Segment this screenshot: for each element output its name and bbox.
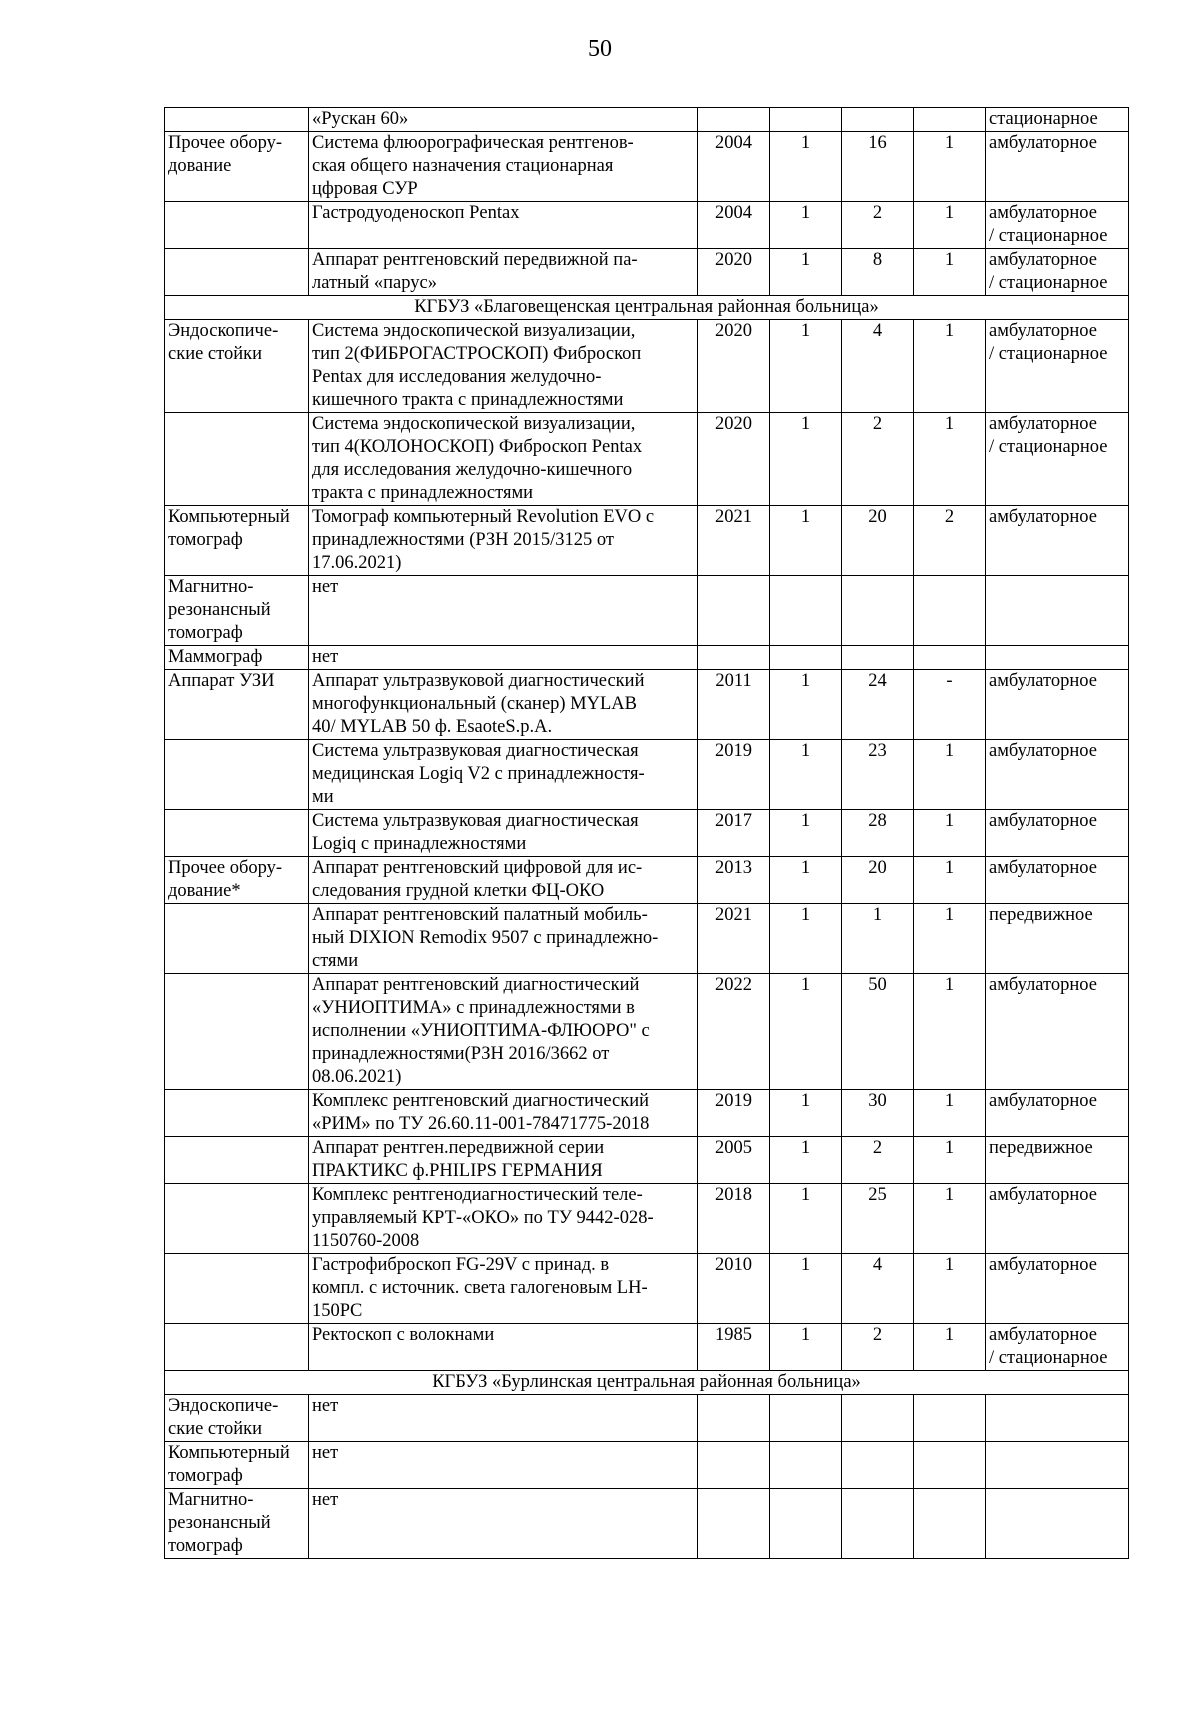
category-cell: Магнитно- резонансный томограф <box>165 1489 309 1559</box>
equipment-name-cell: Гастрофиброскоп FG-29V с принад. в компл. с источник. света галогеновым LH- 150PC <box>309 1254 698 1324</box>
equipment-name-cell: Система флюорографическая рентгенов- ская общего назначения стационарная цфровая СУР <box>309 132 698 202</box>
shift-cell: 1 <box>914 1324 986 1371</box>
table-row <box>165 1324 1129 1371</box>
usage-mode-cell <box>986 1489 1129 1559</box>
quantity-cell <box>770 1489 842 1559</box>
category-cell: Компьютерный томограф <box>165 506 309 576</box>
category-cell <box>165 1184 309 1254</box>
quantity-cell: 1 <box>770 506 842 576</box>
equipment-name-cell: нет <box>309 1442 698 1489</box>
usage-mode-cell: амбулаторное <box>986 857 1129 904</box>
shift-cell: 1 <box>914 1090 986 1137</box>
table-row <box>165 108 1129 132</box>
equipment-name-cell: нет <box>309 576 698 646</box>
usage-mode-cell: амбулаторное <box>986 132 1129 202</box>
year-cell: 2019 <box>698 1090 770 1137</box>
table-row <box>165 413 1129 506</box>
equipment-name-cell: нет <box>309 646 698 670</box>
count-cell: 8 <box>842 249 914 296</box>
year-cell: 2004 <box>698 132 770 202</box>
quantity-cell <box>770 576 842 646</box>
usage-mode-cell: амбулаторное / стационарное <box>986 249 1129 296</box>
count-cell <box>842 1395 914 1442</box>
table-row <box>165 202 1129 249</box>
count-cell: 4 <box>842 1254 914 1324</box>
count-cell: 24 <box>842 670 914 740</box>
quantity-cell: 1 <box>770 202 842 249</box>
year-cell <box>698 576 770 646</box>
equipment-name-cell: Аппарат рентгеновский диагностический «УНИОПТИМА» с принадлежностями в исполнении «УНИОПТИМА-ФЛЮОРО" с принадлежностями(РЗН 2016/3662 от 08.06.2021) <box>309 974 698 1090</box>
quantity-cell <box>770 108 842 132</box>
usage-mode-cell <box>986 1442 1129 1489</box>
quantity-cell <box>770 1442 842 1489</box>
category-cell <box>165 108 309 132</box>
usage-mode-cell: амбулаторное / стационарное <box>986 1324 1129 1371</box>
year-cell <box>698 1442 770 1489</box>
count-cell: 20 <box>842 857 914 904</box>
year-cell: 2017 <box>698 810 770 857</box>
usage-mode-cell <box>986 1395 1129 1442</box>
category-cell: Маммограф <box>165 646 309 670</box>
shift-cell: 1 <box>914 202 986 249</box>
usage-mode-cell: передвижное <box>986 904 1129 974</box>
count-cell: 2 <box>842 1137 914 1184</box>
equipment-name-cell: Аппарат ультразвуковой диагностический многофункциональный (сканер) MYLAB 40/ MYLAB 50 ф. EsaoteS.p.A. <box>309 670 698 740</box>
equipment-name-cell: Аппарат рентгеновский палатный мобиль- ный DIXION Remodix 9507 с принадлежно- стями <box>309 904 698 974</box>
year-cell: 2005 <box>698 1137 770 1184</box>
quantity-cell: 1 <box>770 1137 842 1184</box>
year-cell: 2020 <box>698 413 770 506</box>
usage-mode-cell: стационарное <box>986 108 1129 132</box>
table-row <box>165 740 1129 810</box>
shift-cell: 1 <box>914 810 986 857</box>
table-row <box>165 132 1129 202</box>
year-cell: 2021 <box>698 506 770 576</box>
category-cell: Аппарат УЗИ <box>165 670 309 740</box>
year-cell: 2020 <box>698 249 770 296</box>
usage-mode-cell: амбулаторное <box>986 974 1129 1090</box>
year-cell: 2011 <box>698 670 770 740</box>
equipment-name-cell: Система эндоскопической визуализации, тип 2(ФИБРОГАСТРОСКОП) Фиброскоп Pentax для исследования желудочно- кишечного тракта с принадлежностями <box>309 320 698 413</box>
usage-mode-cell: амбулаторное <box>986 740 1129 810</box>
quantity-cell: 1 <box>770 132 842 202</box>
shift-cell: 1 <box>914 413 986 506</box>
count-cell: 16 <box>842 132 914 202</box>
shift-cell <box>914 108 986 132</box>
quantity-cell: 1 <box>770 249 842 296</box>
count-cell: 23 <box>842 740 914 810</box>
count-cell: 2 <box>842 413 914 506</box>
year-cell <box>698 108 770 132</box>
category-cell <box>165 1324 309 1371</box>
category-cell: Эндоскопиче- ские стойки <box>165 320 309 413</box>
usage-mode-cell <box>986 646 1129 670</box>
category-cell: Прочее обору- дование <box>165 132 309 202</box>
quantity-cell: 1 <box>770 740 842 810</box>
year-cell: 1985 <box>698 1324 770 1371</box>
category-cell <box>165 904 309 974</box>
category-cell <box>165 413 309 506</box>
category-cell <box>165 1254 309 1324</box>
year-cell: 2022 <box>698 974 770 1090</box>
shift-cell: 1 <box>914 857 986 904</box>
section-row <box>165 296 1129 320</box>
shift-cell: 1 <box>914 249 986 296</box>
category-cell <box>165 249 309 296</box>
category-cell: Компьютерный томограф <box>165 1442 309 1489</box>
table-row <box>165 904 1129 974</box>
quantity-cell: 1 <box>770 1184 842 1254</box>
equipment-table <box>164 107 1129 1559</box>
year-cell: 2013 <box>698 857 770 904</box>
count-cell: 2 <box>842 1324 914 1371</box>
usage-mode-cell: амбулаторное / стационарное <box>986 202 1129 249</box>
count-cell <box>842 1442 914 1489</box>
equipment-name-cell: «Рускан 60» <box>309 108 698 132</box>
quantity-cell: 1 <box>770 904 842 974</box>
count-cell: 28 <box>842 810 914 857</box>
equipment-name-cell: нет <box>309 1489 698 1559</box>
equipment-name-cell: Аппарат рентген.передвижной серии ПРАКТИКС ф.PHILIPS ГЕРМАНИЯ <box>309 1137 698 1184</box>
page-number: 50 <box>588 36 612 62</box>
usage-mode-cell: амбулаторное / стационарное <box>986 413 1129 506</box>
year-cell: 2020 <box>698 320 770 413</box>
year-cell: 2010 <box>698 1254 770 1324</box>
shift-cell: - <box>914 670 986 740</box>
count-cell <box>842 108 914 132</box>
equipment-name-cell: Комплекс рентгеновский диагностический «РИМ» по ТУ 26.60.11-001-78471775-2018 <box>309 1090 698 1137</box>
section-row <box>165 1371 1129 1395</box>
shift-cell <box>914 1489 986 1559</box>
table-row <box>165 670 1129 740</box>
table-row <box>165 974 1129 1090</box>
quantity-cell: 1 <box>770 1324 842 1371</box>
category-cell: Прочее обору- дование* <box>165 857 309 904</box>
table-row <box>165 576 1129 646</box>
equipment-name-cell: Ректоскоп с волокнами <box>309 1324 698 1371</box>
shift-cell: 1 <box>914 320 986 413</box>
quantity-cell: 1 <box>770 974 842 1090</box>
shift-cell: 2 <box>914 506 986 576</box>
category-cell: Магнитно- резонансный томограф <box>165 576 309 646</box>
table-row <box>165 1137 1129 1184</box>
count-cell <box>842 1489 914 1559</box>
table-row <box>165 320 1129 413</box>
usage-mode-cell: амбулаторное <box>986 1184 1129 1254</box>
equipment-name-cell: Аппарат рентгеновский передвижной па- латный «парус» <box>309 249 698 296</box>
table-row <box>165 1254 1129 1324</box>
year-cell <box>698 1395 770 1442</box>
table-row <box>165 1442 1129 1489</box>
category-cell: Эндоскопиче- ские стойки <box>165 1395 309 1442</box>
table-row <box>165 810 1129 857</box>
table-row <box>165 506 1129 576</box>
shift-cell <box>914 646 986 670</box>
quantity-cell: 1 <box>770 1090 842 1137</box>
shift-cell <box>914 1395 986 1442</box>
count-cell: 4 <box>842 320 914 413</box>
equipment-name-cell: Система ультразвуковая диагностическая медицинская Logiq V2 с принадлежностя- ми <box>309 740 698 810</box>
usage-mode-cell: амбулаторное <box>986 506 1129 576</box>
quantity-cell: 1 <box>770 810 842 857</box>
count-cell: 50 <box>842 974 914 1090</box>
table-row <box>165 1489 1129 1559</box>
equipment-name-cell: нет <box>309 1395 698 1442</box>
count-cell: 20 <box>842 506 914 576</box>
table-row <box>165 1395 1129 1442</box>
quantity-cell: 1 <box>770 1254 842 1324</box>
shift-cell <box>914 1442 986 1489</box>
quantity-cell: 1 <box>770 413 842 506</box>
quantity-cell <box>770 646 842 670</box>
shift-cell: 1 <box>914 1254 986 1324</box>
section-title: КГБУЗ «Благовещенская центральная районная больница» <box>165 296 1129 320</box>
shift-cell: 1 <box>914 740 986 810</box>
usage-mode-cell: амбулаторное <box>986 670 1129 740</box>
count-cell <box>842 646 914 670</box>
category-cell <box>165 974 309 1090</box>
category-cell <box>165 1090 309 1137</box>
section-title: КГБУЗ «Бурлинская центральная районная больница» <box>165 1371 1129 1395</box>
equipment-name-cell: Система ультразвуковая диагностическая Logiq с принадлежностями <box>309 810 698 857</box>
table-row <box>165 1090 1129 1137</box>
shift-cell: 1 <box>914 132 986 202</box>
year-cell: 2019 <box>698 740 770 810</box>
table-row <box>165 249 1129 296</box>
equipment-name-cell: Томограф компьютерный Revolution EVO с принадлежностями (РЗН 2015/3125 от 17.06.2021) <box>309 506 698 576</box>
count-cell: 30 <box>842 1090 914 1137</box>
count-cell <box>842 576 914 646</box>
category-cell <box>165 202 309 249</box>
usage-mode-cell: амбулаторное <box>986 1090 1129 1137</box>
count-cell: 1 <box>842 904 914 974</box>
quantity-cell: 1 <box>770 857 842 904</box>
equipment-name-cell: Гастродуоденоскоп Pentax <box>309 202 698 249</box>
usage-mode-cell: амбулаторное <box>986 1254 1129 1324</box>
shift-cell: 1 <box>914 1184 986 1254</box>
category-cell <box>165 740 309 810</box>
table-row <box>165 646 1129 670</box>
year-cell: 2018 <box>698 1184 770 1254</box>
usage-mode-cell: передвижное <box>986 1137 1129 1184</box>
quantity-cell: 1 <box>770 670 842 740</box>
usage-mode-cell: амбулаторное / стационарное <box>986 320 1129 413</box>
table-row <box>165 1184 1129 1254</box>
shift-cell: 1 <box>914 1137 986 1184</box>
count-cell: 25 <box>842 1184 914 1254</box>
year-cell: 2021 <box>698 904 770 974</box>
shift-cell <box>914 576 986 646</box>
category-cell <box>165 810 309 857</box>
year-cell: 2004 <box>698 202 770 249</box>
category-cell <box>165 1137 309 1184</box>
usage-mode-cell: амбулаторное <box>986 810 1129 857</box>
quantity-cell: 1 <box>770 320 842 413</box>
year-cell <box>698 1489 770 1559</box>
year-cell <box>698 646 770 670</box>
shift-cell: 1 <box>914 974 986 1090</box>
count-cell: 2 <box>842 202 914 249</box>
shift-cell: 1 <box>914 904 986 974</box>
equipment-name-cell: Аппарат рентгеновский цифровой для ис- следования грудной клетки ФЦ-ОКО <box>309 857 698 904</box>
equipment-name-cell: Комплекс рентгенодиагностический теле- управляемый КРТ-«ОКО» по ТУ 9442-028- 1150760-2008 <box>309 1184 698 1254</box>
table-row <box>165 857 1129 904</box>
quantity-cell <box>770 1395 842 1442</box>
usage-mode-cell <box>986 576 1129 646</box>
equipment-name-cell: Система эндоскопической визуализации, тип 4(КОЛОНОСКОП) Фиброскоп Pentax для исследования желудочно-кишечного тракта с принадлежностями <box>309 413 698 506</box>
